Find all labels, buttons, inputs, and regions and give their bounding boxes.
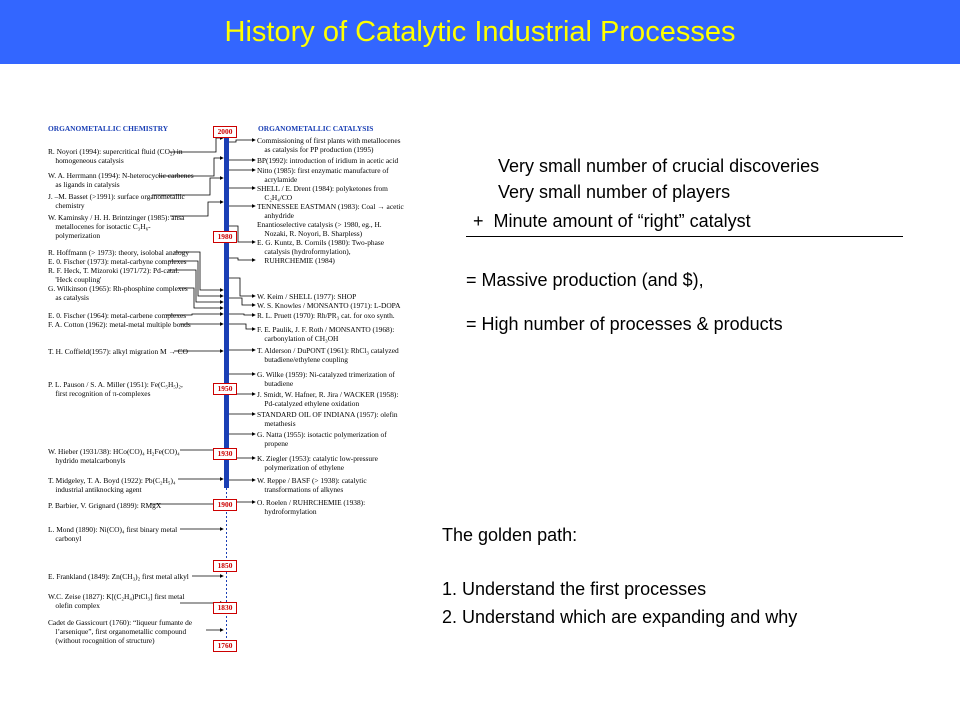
catalysis-entry: Commissioning of first plants with metallocenes as catalysis for PP production (1995) (257, 136, 401, 154)
year-marker: 2000 (213, 126, 237, 138)
catalysis-entry: SHELL / E. Drent (1984): polyketones from C₂H₄/CO (257, 184, 388, 202)
chemistry-entry: W. Kaminsky / H. H. Brintzinger (1985): ansa metallocenes for isotactic C₃H₆- polymerization (48, 213, 185, 240)
chemistry-entry: T. H. Coffield(1957): alkyl migration M → CO (48, 347, 188, 356)
timeline-figure (40, 118, 440, 658)
catalysis-entry: G. Wilke (1959): Ni-catalyzed trimerization of butadiene (257, 370, 395, 388)
catalysis-entry: G. Natta (1955): isotactic polymerization of propene (257, 430, 387, 448)
catalysis-entry: W. Reppe / BASF (> 1938): catalytic transformations of alkynes (257, 476, 367, 494)
chemistry-entry: L. Mond (1890): Ni(CO)₄ first binary metal carbonyl (48, 525, 178, 543)
catalysis-entry: BP(1992): introduction of iridium in acetic acid (257, 156, 399, 165)
chemistry-entry: P. L. Pauson / S. A. Miller (1951): Fe(C₅H₅)₂, first recognition of π-complexes (48, 380, 183, 398)
page-title: History of Catalytic Industrial Processes (224, 16, 736, 48)
catalysis-entry: E. G. Kuntz, B. Cornils (1980): Two-phase catalysis (hydroformylation), RUHRCHEMIE (1984) (257, 238, 385, 265)
year-marker: 1930 (213, 448, 237, 460)
year-marker: 1760 (213, 640, 237, 652)
chemistry-entry: R. F. Heck, T. Mizoroki (1971/72): Pd-catal. 'Heck coupling' (48, 266, 180, 284)
catalysis-entry: W. S. Knowles / MONSANTO (1971): L-DOPA (257, 301, 401, 310)
chemistry-entry: W.C. Zeise (1827): K[(C₂H₄)PtCl₃] first metal olefin complex (48, 592, 185, 610)
chemistry-entry: E. 0. Fischer (1964): metal-carbene complexes (48, 311, 187, 320)
catalysis-entry: STANDARD OIL OF INDIANA (1957): olefin metathesis (257, 410, 398, 428)
chemistry-entry: R. Hoffmann (> 1973): theory, isolobal analogy (48, 248, 190, 257)
title-bar (0, 0, 960, 64)
right-column-heading: ORGANOMETALLIC CATALYSIS (258, 124, 374, 133)
catalysis-entry: W. Keim / SHELL (1977): SHOP (257, 292, 357, 301)
year-marker: 1850 (213, 560, 237, 572)
chemistry-entry: T. Midgeley, T. A. Boyd (1922): Pb(C₂H₅)₄ industrial antiknocking agent (48, 476, 176, 494)
chemistry-entry: Cadet de Gassicourt (1760): “liqueur fumante de l’arsenique”, first organometallic compound (without rocognition of structure) (48, 618, 193, 645)
summary-line-players: Very small number of players (498, 182, 731, 202)
result-production: = Massive production (and $), (466, 270, 704, 290)
year-marker: 1950 (213, 383, 237, 395)
chemistry-entry: E. 0. Fischer (1973): metal-carbyne complexes (48, 257, 187, 266)
chemistry-entry: F. A. Cotton (1962): metal-metal multiple bonds (48, 320, 191, 329)
catalysis-entry: R. L. Pruett (1970): Rh/PR₃ cat. for oxo synth. (257, 311, 395, 320)
catalysis-entry: Nitto (1985): first enzymatic manufacture of acrylamide (257, 166, 389, 184)
left-column-heading: ORGANOMETALLIC CHEMISTRY (48, 124, 169, 133)
catalysis-entry: T. Alderson / DuPONT (1961): RhCl₃ catalyzed butadiene/ethylene coupling (257, 346, 399, 364)
catalysis-entry: TENNESSEE EASTMAN (1983): Coal → acetic anhydride (257, 202, 404, 220)
year-marker: 1900 (213, 499, 237, 511)
catalysis-entry: J. Smidt, W. Hafner, R. Jira / WACKER (1958): Pd-catalyzed ethylene oxidation (257, 390, 399, 408)
catalysis-entry: O. Roelen / RUHRCHEMIE (1938): hydroformylation (257, 498, 366, 516)
chemistry-entry: E. Frankland (1849): Zn(CH₃)₂ first metal alkyl (48, 572, 189, 581)
golden-path-step: 2. Understand which are expanding and why (442, 607, 798, 627)
chemistry-entry: J. –M. Basset (>1991): surface organometallic chemistry (48, 192, 185, 210)
chemistry-entry: G. Wilkinson (1965): Rh-phosphine complexes as catalysis (48, 284, 188, 302)
golden-path-step: 1. Understand the first processes (442, 579, 707, 599)
golden-path-heading: The golden path: (442, 525, 578, 545)
catalysis-entry: K. Ziegler (1953): catalytic low-pressure polymerization of ethylene (257, 454, 378, 472)
chemistry-entry: W. A. Herrmann (1994): N-heterocyclic carbenes as ligands in catalysis (48, 171, 194, 189)
catalysis-entry: Enantioselective catalysis (> 1980, eg., H. Nozaki, R. Noyori, B. Sharpless) (257, 220, 382, 238)
summary-line-discoveries: Very small number of crucial discoveries (498, 156, 820, 176)
summary-line-catalyst: + Minute amount of “right” catalyst (468, 211, 751, 231)
year-marker: 1830 (213, 602, 237, 614)
catalysis-entry: F. E. Paulik, J. F. Roth / MONSANTO (1968): carbonylation of CH₃OH (257, 325, 395, 343)
chemistry-entry: W. Hieber (1931/38): HCo(CO)₄ H₂Fe(CO)₄ hydrido metalcarbonyls (48, 447, 180, 465)
sum-underline (466, 236, 903, 237)
year-marker: 1980 (213, 231, 237, 243)
chemistry-entry: P. Barbier, V. Grignard (1899): RMgX (48, 501, 162, 510)
chemistry-entry: R. Noyori (1994): supercritical fluid (CO₂) in homogeneous catalysis (48, 147, 183, 165)
result-processes: = High number of processes & products (466, 314, 783, 334)
